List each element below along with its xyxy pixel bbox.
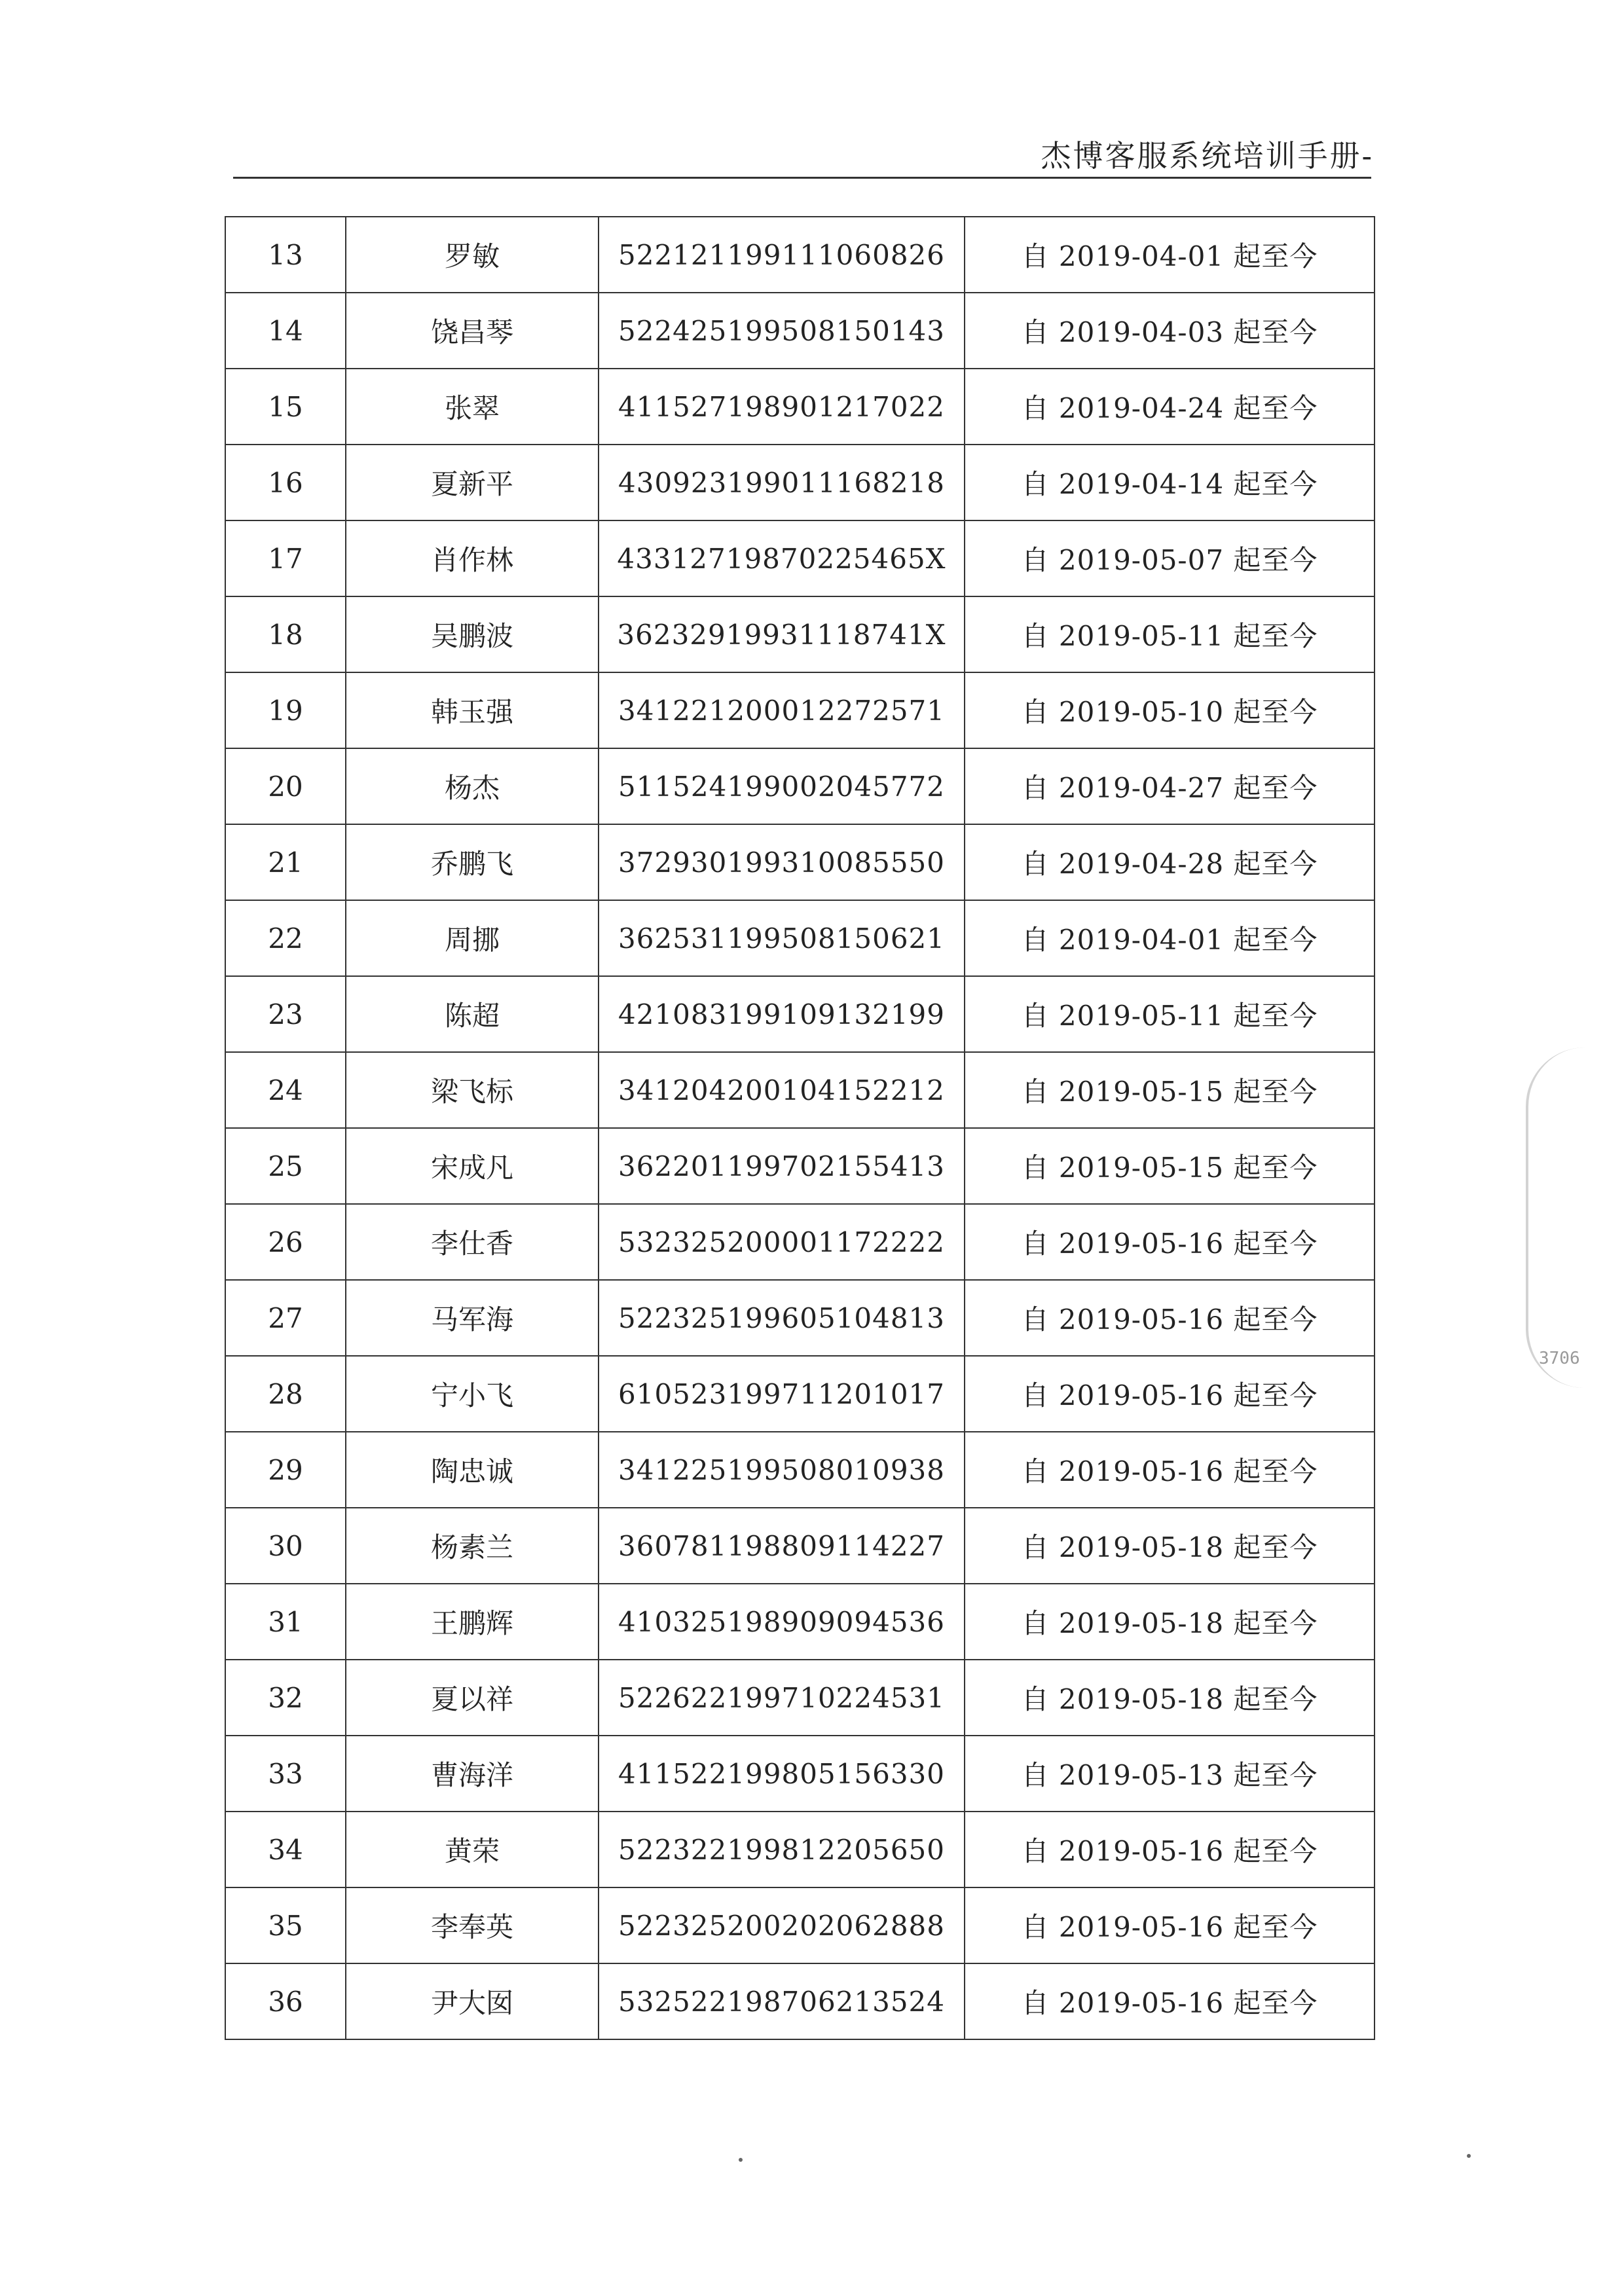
- row-number-cell: 23: [225, 976, 346, 1052]
- employment-period-cell: 自 2019-04-01 起至今: [965, 900, 1375, 976]
- id-number-cell: 522121199111060826: [599, 217, 965, 293]
- employment-period-cell: 自 2019-05-16 起至今: [965, 1204, 1375, 1280]
- staff-name-cell: 宁小飞: [346, 1356, 599, 1432]
- employment-period-cell: 自 2019-04-14 起至今: [965, 445, 1375, 520]
- staff-name-cell: 李奉英: [346, 1887, 599, 1963]
- id-number-cell: 362531199508150621: [599, 900, 965, 976]
- employment-period-cell: 自 2019-05-15 起至今: [965, 1052, 1375, 1128]
- staff-name-cell: 杨杰: [346, 748, 599, 824]
- staff-name-cell: 罗敏: [346, 217, 599, 293]
- row-number-cell: 30: [225, 1508, 346, 1584]
- row-number-cell: 32: [225, 1660, 346, 1736]
- row-number-cell: 13: [225, 217, 346, 293]
- row-number-cell: 35: [225, 1887, 346, 1963]
- table-row: [225, 596, 1375, 672]
- table-row: [225, 369, 1375, 445]
- staff-name-cell: 韩玉强: [346, 672, 599, 748]
- employment-period-cell: 自 2019-05-10 起至今: [965, 672, 1375, 748]
- employment-period-cell: 自 2019-05-18 起至今: [965, 1660, 1375, 1736]
- table-row: [225, 824, 1375, 900]
- staff-name-cell: 乔鹏飞: [346, 824, 599, 900]
- id-number-cell: 522322199812205650: [599, 1812, 965, 1887]
- table-row: [225, 1660, 1375, 1736]
- employment-period-cell: 自 2019-05-18 起至今: [965, 1508, 1375, 1584]
- id-number-cell: 522325199605104813: [599, 1280, 965, 1356]
- id-number-cell: 511524199002045772: [599, 748, 965, 824]
- row-number-cell: 28: [225, 1356, 346, 1432]
- scan-speck: [739, 2158, 743, 2162]
- id-number-cell: 36232919931118741X: [599, 596, 965, 672]
- row-number-cell: 16: [225, 445, 346, 520]
- staff-name-cell: 肖作林: [346, 520, 599, 596]
- table-row: [225, 217, 1375, 293]
- staff-name-cell: 宋成凡: [346, 1128, 599, 1204]
- employment-period-cell: 自 2019-04-24 起至今: [965, 369, 1375, 445]
- id-number-cell: 410325198909094536: [599, 1584, 965, 1660]
- table-row: [225, 445, 1375, 520]
- staff-name-cell: 夏以祥: [346, 1660, 599, 1736]
- id-number-cell: 430923199011168218: [599, 445, 965, 520]
- table-row: [225, 976, 1375, 1052]
- row-number-cell: 17: [225, 520, 346, 596]
- employment-period-cell: 自 2019-05-16 起至今: [965, 1356, 1375, 1432]
- table-row: [225, 1204, 1375, 1280]
- staff-name-cell: 周挪: [346, 900, 599, 976]
- staff-name-cell: 饶昌琴: [346, 293, 599, 369]
- row-number-cell: 34: [225, 1812, 346, 1887]
- row-number-cell: 15: [225, 369, 346, 445]
- staff-name-cell: 杨素兰: [346, 1508, 599, 1584]
- employment-period-cell: 自 2019-05-15 起至今: [965, 1128, 1375, 1204]
- staff-name-cell: 吴鹏波: [346, 596, 599, 672]
- employment-period-cell: 自 2019-05-11 起至今: [965, 976, 1375, 1052]
- employment-period-cell: 自 2019-04-03 起至今: [965, 293, 1375, 369]
- table-row: [225, 1812, 1375, 1887]
- employment-period-cell: 自 2019-04-27 起至今: [965, 748, 1375, 824]
- roster-body: [225, 217, 1375, 2039]
- table-row: [225, 1584, 1375, 1660]
- id-number-cell: 341204200104152212: [599, 1052, 965, 1128]
- id-number-cell: 411522199805156330: [599, 1736, 965, 1812]
- employment-period-cell: 自 2019-05-13 起至今: [965, 1736, 1375, 1812]
- id-number-cell: 522425199508150143: [599, 293, 965, 369]
- table-row: [225, 1887, 1375, 1963]
- staff-name-cell: 黄荣: [346, 1812, 599, 1887]
- employment-period-cell: 自 2019-05-16 起至今: [965, 1280, 1375, 1356]
- row-number-cell: 33: [225, 1736, 346, 1812]
- employment-period-cell: 自 2019-05-11 起至今: [965, 596, 1375, 672]
- staff-name-cell: 张翠: [346, 369, 599, 445]
- employment-period-cell: 自 2019-04-28 起至今: [965, 824, 1375, 900]
- id-number-cell: 372930199310085550: [599, 824, 965, 900]
- id-number-cell: 522622199710224531: [599, 1660, 965, 1736]
- scan-speck: [1467, 2154, 1471, 2158]
- staff-name-cell: 梁飞标: [346, 1052, 599, 1128]
- staff-name-cell: 陶忠诚: [346, 1432, 599, 1508]
- employment-period-cell: 自 2019-05-16 起至今: [965, 1812, 1375, 1887]
- staff-name-cell: 王鹏辉: [346, 1584, 599, 1660]
- row-number-cell: 27: [225, 1280, 346, 1356]
- id-number-cell: 532522198706213524: [599, 1963, 965, 2039]
- table-row: [225, 1356, 1375, 1432]
- row-number-cell: 20: [225, 748, 346, 824]
- staff-name-cell: 尹大囡: [346, 1963, 599, 2039]
- table-row: [225, 1736, 1375, 1812]
- id-number-cell: 360781198809114227: [599, 1508, 965, 1584]
- id-number-cell: 341221200012272571: [599, 672, 965, 748]
- id-number-cell: 421083199109132199: [599, 976, 965, 1052]
- staff-name-cell: 夏新平: [346, 445, 599, 520]
- staff-name-cell: 陈超: [346, 976, 599, 1052]
- employment-period-cell: 自 2019-05-16 起至今: [965, 1963, 1375, 2039]
- row-number-cell: 36: [225, 1963, 346, 2039]
- id-number-cell: 43312719870225465X: [599, 520, 965, 596]
- staff-roster-table: [225, 216, 1375, 2040]
- employment-period-cell: 自 2019-05-07 起至今: [965, 520, 1375, 596]
- table-row: [225, 1128, 1375, 1204]
- table-row: [225, 1280, 1375, 1356]
- employment-period-cell: 自 2019-05-18 起至今: [965, 1584, 1375, 1660]
- row-number-cell: 26: [225, 1204, 346, 1280]
- row-number-cell: 21: [225, 824, 346, 900]
- employment-period-cell: 自 2019-05-16 起至今: [965, 1887, 1375, 1963]
- seal-stamp-fragment: [1526, 1048, 1624, 1388]
- table-row: [225, 1052, 1375, 1128]
- staff-name-cell: 马军海: [346, 1280, 599, 1356]
- row-number-cell: 14: [225, 293, 346, 369]
- employment-period-cell: 自 2019-04-01 起至今: [965, 217, 1375, 293]
- seal-stamp-number: 3706: [1539, 1349, 1580, 1368]
- row-number-cell: 18: [225, 596, 346, 672]
- id-number-cell: 341225199508010938: [599, 1432, 965, 1508]
- row-number-cell: 22: [225, 900, 346, 976]
- staff-name-cell: 李仕香: [346, 1204, 599, 1280]
- staff-name-cell: 曹海洋: [346, 1736, 599, 1812]
- table-row: [225, 293, 1375, 369]
- id-number-cell: 532325200001172222: [599, 1204, 965, 1280]
- row-number-cell: 25: [225, 1128, 346, 1204]
- table-row: [225, 520, 1375, 596]
- row-number-cell: 24: [225, 1052, 346, 1128]
- row-number-cell: 19: [225, 672, 346, 748]
- table-row: [225, 1508, 1375, 1584]
- table-row: [225, 1432, 1375, 1508]
- table-row: [225, 1963, 1375, 2039]
- document-header-title: 杰博客服系统培训手册-: [1041, 138, 1374, 173]
- row-number-cell: 31: [225, 1584, 346, 1660]
- table-row: [225, 672, 1375, 748]
- table-row: [225, 900, 1375, 976]
- row-number-cell: 29: [225, 1432, 346, 1508]
- employment-period-cell: 自 2019-05-16 起至今: [965, 1432, 1375, 1508]
- id-number-cell: 610523199711201017: [599, 1356, 965, 1432]
- id-number-cell: 362201199702155413: [599, 1128, 965, 1204]
- id-number-cell: 522325200202062888: [599, 1887, 965, 1963]
- id-number-cell: 411527198901217022: [599, 369, 965, 445]
- table-row: [225, 748, 1375, 824]
- header-divider: [233, 177, 1371, 179]
